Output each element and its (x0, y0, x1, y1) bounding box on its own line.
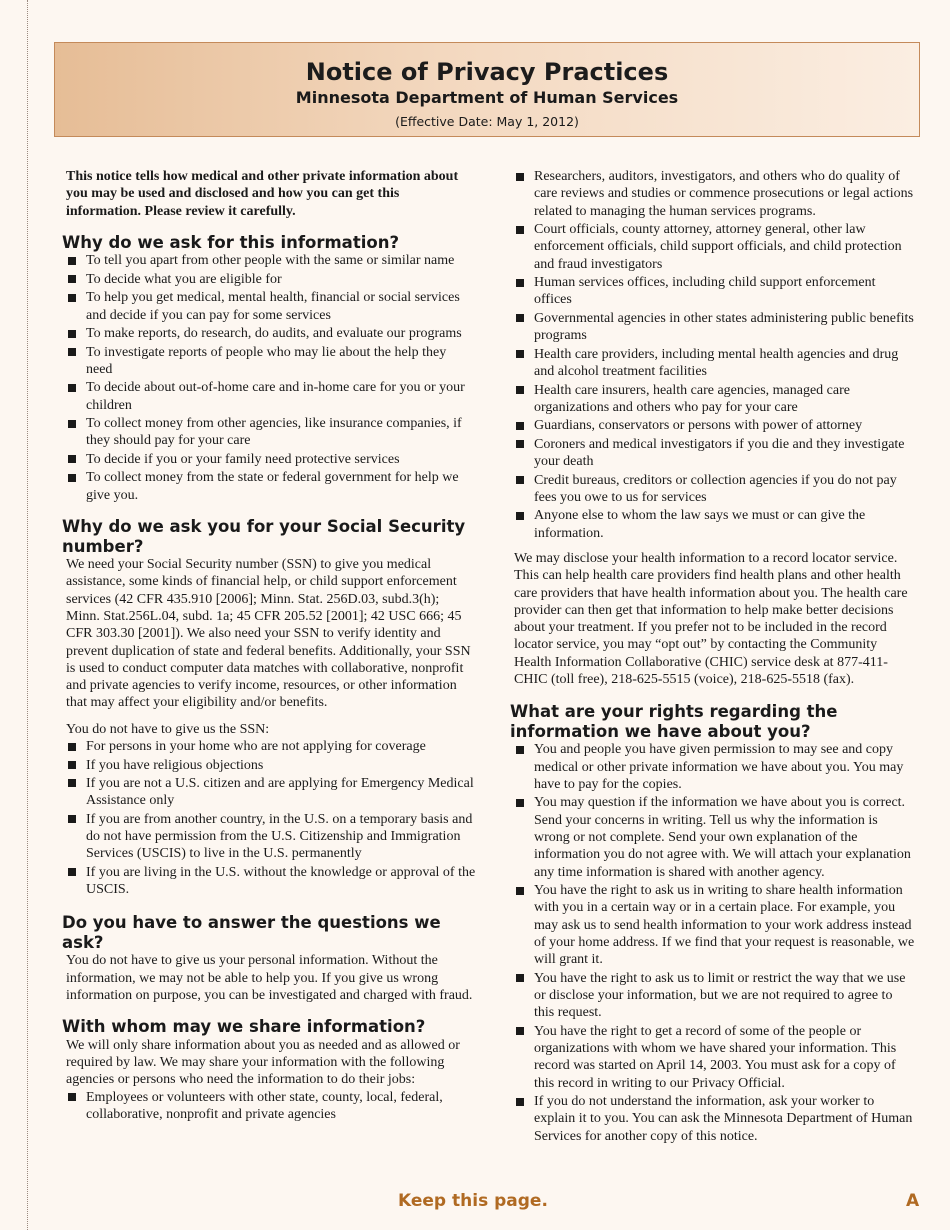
list-item: To help you get medical, mental health, financial or social services and decide if you can pay for some services (67, 289, 476, 324)
list-item: You have the right to ask us in writing to share health information with you in a certain way or in a certain place. For example, you may ask us to send health information to your work address instead of your home address. If we find that your request is reasonable, we will grant it. (515, 882, 915, 968)
list-item: Credit bureaus, creditors or collection agencies if you do not pay fees you owe to us for services (515, 472, 915, 507)
list-item: Anyone else to whom the law says we must or can give the information. (515, 507, 915, 542)
page-title: Notice of Privacy Practices (305, 58, 669, 86)
answer-paragraph: You do not have to give us your personal information. Without the information, we may not be able to help you. If you give us wrong information on purpose, you can be investigated and charged with fraud. (66, 953, 473, 1004)
list-item: Coroners and medical investigators if you die and they investigate your death (515, 436, 915, 471)
heading-rights: What are your rights regarding the information we have about you? (510, 702, 838, 741)
list-item: Researchers, auditors, investigators, and others who do quality of care reviews and studies or commence prosecutions or legal actions related to managing the human services programs. (515, 168, 915, 220)
list-item: You and people you have given permission to may see and copy medical or other private information we have about you. You may have to pay for the copies. (515, 741, 915, 793)
list-item: To make reports, do research, do audits, and evaluate our programs (67, 325, 476, 342)
share-paragraph: We will only share information about you as needed and as allowed or required by law. We may share your information with the following agencies or persons who need the information to do their jobs: (66, 1037, 460, 1088)
effective-date: (Effective Date: May 1, 2012) (395, 114, 579, 129)
list-item: To decide if you or your family need protective services (67, 451, 476, 468)
intro-paragraph: This notice tells how medical and other private information about you may be used and disclosed and how you can get this information. Please review it carefully. (66, 169, 459, 219)
share-list-right (510, 168, 915, 542)
list-item: If you have religious objections (67, 757, 476, 774)
list-item: Human services offices, including child support enforcement offices (515, 274, 915, 309)
ssn-lead: You do not have to give us the SSN: (66, 721, 270, 737)
heading-ssn: Why do we ask you for your Social Security number? (62, 517, 466, 556)
heading-answer: Do you have to answer the questions we ask? (62, 913, 441, 952)
share-list-left (62, 1089, 476, 1124)
heading-share: With whom may we share information? (62, 1017, 426, 1037)
ssn-exception-list (62, 738, 476, 898)
perforation-line (27, 0, 28, 1230)
list-item: If you are from another country, in the U.S. on a temporary basis and do not have permission from the U.S. Citizenship and Immigration Services (USCIS) to live in the U.S. permanently (67, 811, 476, 863)
list-item: Guardians, conservators or persons with power of attorney (515, 417, 915, 434)
list-item: To investigate reports of people who may lie about the help they need (67, 344, 476, 379)
list-item: You may question if the information we have about you is correct. Send your concerns in writing. Tell us why the information is wrong or not complete. Send your own explanation of the information you do not agree with. We will attach your explanation any time information is shared with another agency. (515, 794, 915, 880)
list-item: Employees or volunteers with other state, county, local, federal, collaborative, nonprofit and private agencies (67, 1089, 476, 1124)
rights-list (510, 741, 915, 1145)
list-item: Health care insurers, health care agencies, managed care organizations and others who pay for your care (515, 382, 915, 417)
list-item: If you are living in the U.S. without the knowledge or approval of the USCIS. (67, 864, 476, 899)
list-item: To collect money from other agencies, like insurance companies, if they should pay for your care (67, 415, 476, 450)
list-item: You have the right to ask us to limit or restrict the way that we use or disclose your information, but we are not required to agree to this request. (515, 970, 915, 1022)
footer-keep-page: Keep this page. (398, 1191, 548, 1211)
list-item: To decide what you are eligible for (67, 271, 476, 288)
list-item: For persons in your home who are not applying for coverage (67, 738, 476, 755)
right-column (510, 168, 915, 1146)
page-subtitle: Minnesota Department of Human Services (295, 88, 679, 107)
list-item: If you do not understand the information, ask your worker to explain it to you. You can ask the Minnesota Department of Human Services for another copy of this notice. (515, 1093, 915, 1145)
left-column (62, 168, 476, 1125)
list-item: Governmental agencies in other states administering public benefits programs (515, 310, 915, 345)
list-item: To decide about out-of-home care and in-home care for you or your children (67, 379, 476, 414)
record-locator-paragraph: We may disclose your health information to a record locator service. This can help health care providers find health plans and other health care providers that have health information about you. The health care provider can then get that information to help make better decisions about your treatment. If you prefer not to be included in the record locator service, you may “opt out” by contacting the Community Health Information Collaborative (CHIC) service desk at 877-411-CHIC (toll free), 218-625-5515 (voice), 218-625-5518 (fax). (514, 550, 908, 687)
list-item: To collect money from the state or federal government for help we give you. (67, 469, 476, 504)
list-item: To tell you apart from other people with the same or similar name (67, 252, 476, 269)
footer-page-letter: A (906, 1191, 920, 1211)
heading-why-ask: Why do we ask for this information? (62, 232, 400, 252)
ssn-paragraph: We need your Social Security number (SSN) to give you medical assistance, some kinds of financial help, or child support enforcement services (42 CFR 435.910 [2006]; Minn. Stat. 256D.03, subd.3(h); Minn. Stat.256L.04, subd. 1a; 45 CFR 205.52 [2001]; 42 USC 666; 45 CFR 303.30 [2001]). We also need your SSN to verify identity and prevent duplication of state and federal benefits. Additionally, your SSN is used to conduct computer data matches with collaborative, nonprofit and private agencies to verify income, resources, or other information that may affect your eligibility and/or benefits. (66, 557, 471, 711)
why-ask-list (62, 252, 476, 504)
list-item: If you are not a U.S. citizen and are applying for Emergency Medical Assistance only (67, 775, 476, 810)
list-item: Health care providers, including mental health agencies and drug and alcohol treatment facilities (515, 346, 915, 381)
list-item: Court officials, county attorney, attorney general, other law enforcement officials, child support officials, and child protection and fraud investigators (515, 221, 915, 273)
list-item: You have the right to get a record of some of the people or organizations with whom we have shared your information. This record was started on April 14, 2003. You must ask for a copy of this record in writing to our Privacy Official. (515, 1023, 915, 1092)
header-banner (54, 42, 920, 137)
